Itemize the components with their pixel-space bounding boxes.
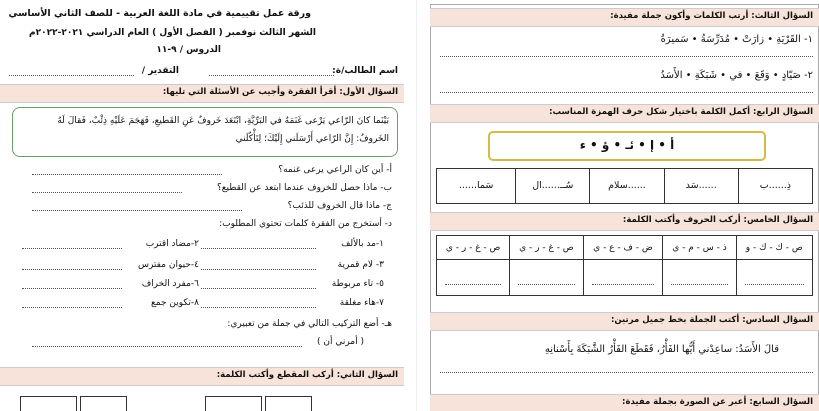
question5-title: السؤال الخامس: أركب الحروف وأكتب الكلمة: (622, 215, 813, 225)
question-h: هـ- أضع التركيب التالي في جملة من تعبيري: (227, 319, 392, 329)
question-d: د- أستخرج من الفقرة كلمات تحتوي المطلوب: (219, 219, 392, 229)
worksheet-title: ورقة عمل تقييمية في مادة اللغة العربية - للصف الثاني الأساسي (8, 8, 311, 19)
question-b: ب- ماذا حصل للخروف عندما ابتعد عن القطيع؟ (216, 183, 392, 193)
grade-label: التقدير / (141, 66, 179, 76)
letters-answer-1[interactable] (736, 260, 812, 296)
letters-group-3: ض - ف - ع - ي (583, 236, 663, 260)
extract-item-4: ٤-حيوان مفترس (137, 260, 199, 270)
letters-group-5: ص - غ - ر - ي (437, 236, 510, 260)
page-gap (404, 0, 430, 411)
extract-line-3[interactable] (201, 269, 316, 270)
question4-title: السؤال الرابع: أكمل الكلمة باختيار شكل حرف الهمزة المناسب: (549, 107, 813, 117)
question5-band (430, 212, 819, 231)
page-fold-line (416, 0, 417, 411)
letters-table (436, 235, 813, 296)
passage-line-2: الخَروفُ: إِنَّ الرّاعي أَرْسَلَني إِلَيْكَ؛ لِتَأْكُلَني (235, 134, 389, 144)
extract-item-2: ٢-مضاد اقترب (145, 239, 199, 249)
worksheet-page-left (0, 0, 404, 411)
phrase-label: ( أمرني أن ) (316, 337, 364, 347)
question7-band (430, 394, 819, 411)
hamza-word-3[interactable]: ......سلام (589, 169, 663, 203)
extract-item-5: ٥- تاء مربوطة (331, 279, 384, 289)
answer-line-c[interactable] (32, 210, 242, 211)
letters-answer-4[interactable] (510, 260, 583, 296)
syllable-box-1[interactable] (20, 396, 77, 411)
sentence-2-words: ٢- صَيّادٍ • وَقَعَ • في • شَبَكَةِ • الأَسَدُ (660, 70, 813, 81)
sentence-1-words: ١- القَرْيَةِ • زارَتْ • مُدَرِّسَةُ • سَميرَةُ (660, 34, 813, 45)
passage-line-1: بَيْنَما كانَ الرّاعي يَرْعى غَنَمَهُ في البَرِّيَّةِ، ابْتَعَدَ خَروفٌ عَنِ القَطيعِ، فَهَجَمَ عَلَيْهِ ذِئْبٌ، فَقالَ لَهُ (57, 116, 389, 126)
hamza-words-row (436, 168, 813, 204)
sentence-1-line[interactable] (440, 56, 813, 57)
extract-item-8: ٨-تكوين جمع (151, 298, 199, 308)
extract-line-6[interactable] (22, 288, 122, 289)
extract-line-8[interactable] (22, 307, 122, 308)
question-a: أ- أين كان الراعي يرعى غنمه؟ (278, 165, 392, 175)
answer-line-h[interactable] (32, 346, 302, 347)
answer-line-a[interactable] (32, 174, 222, 175)
extract-item-1: ١-مد بالألف (341, 239, 384, 249)
letters-group-1: ص - ك - ك - و (736, 236, 812, 260)
passage-box (12, 107, 398, 157)
syllable-box-3[interactable] (205, 396, 262, 411)
question2-band (0, 367, 404, 386)
letters-answer-3[interactable] (583, 260, 663, 296)
question6-band (430, 312, 819, 331)
extract-line-5[interactable] (201, 288, 316, 289)
sentence-2-line[interactable] (440, 92, 813, 93)
hamza-options: أ • إ • ئـ • ؤ • ء (579, 138, 675, 152)
letters-answer-2[interactable] (663, 260, 736, 296)
student-name-label: اسم الطالب/ة: (332, 66, 398, 76)
student-name-line[interactable] (209, 75, 334, 76)
syllable-box-2[interactable] (80, 396, 127, 411)
question7-title: السؤال السابع: أعبر عن الصورة بجملة مفيدة: (622, 397, 813, 407)
question6-title: السؤال السادس: أكتب الجملة بخط جميل مرتين: (610, 315, 813, 325)
letters-group-4: ص - غ - ر - ي (510, 236, 583, 260)
lessons-label: الدروس / ٩-١١ (156, 45, 221, 55)
question1-title: السؤال الأول: أقرأ الفقرة وأجيب عن الأسئلة التي تليها: (162, 87, 398, 97)
hamza-word-1[interactable]: ذِ......ب (738, 169, 812, 203)
copy-line-1[interactable] (440, 372, 813, 373)
letters-answer-5[interactable] (437, 260, 510, 296)
hamza-word-4[interactable]: سُــ......ال (515, 169, 589, 203)
extract-item-3: ٣- لام قمرية (337, 260, 384, 270)
extract-line-1[interactable] (201, 248, 316, 249)
question-c: ج- ماذا قال الخروف للذئب؟ (287, 201, 392, 211)
letters-group-2: ذ - س - م - ي (663, 236, 736, 260)
syllable-box-4[interactable] (265, 396, 312, 411)
question3-band (430, 8, 819, 27)
hamza-word-5[interactable]: سَما...... (458, 180, 494, 191)
extract-item-7: ٧-هاء مغلقة (339, 298, 384, 308)
question2-title: السؤال الثاني: أركب المقطع وأكتب الكلمة: (216, 370, 398, 380)
question1-band (0, 84, 404, 103)
extract-line-7[interactable] (201, 307, 316, 308)
answer-line-b[interactable] (32, 192, 182, 193)
hamza-word-2[interactable]: ......سَد (664, 169, 738, 203)
hamza-options-box (488, 131, 766, 161)
question4-band (430, 104, 819, 123)
grade-line[interactable] (9, 75, 134, 76)
worksheet-page-right (430, 0, 819, 411)
question3-title: السؤال الثالث: أرتب الكلمات وأكون جملة مفيدة: (610, 11, 813, 21)
extract-line-4[interactable] (22, 269, 122, 270)
sentence-to-copy: قالَ الأَسَدُ: ساعِدْني أَيُّها الفَأْرُ، فَقَطَعَ الفَأْرُ الشَّبَكَةَ بِأَسْنانِهِ (544, 344, 779, 355)
worksheet-subtitle: الشهر الثالث نوفمبر ( الفصل الأول ) العام الدراسي ٢٠٢١-٢٠٢٢م (28, 28, 316, 38)
extract-line-2[interactable] (22, 248, 122, 249)
extract-item-6: ٦-مفرد الخراف (141, 279, 199, 289)
